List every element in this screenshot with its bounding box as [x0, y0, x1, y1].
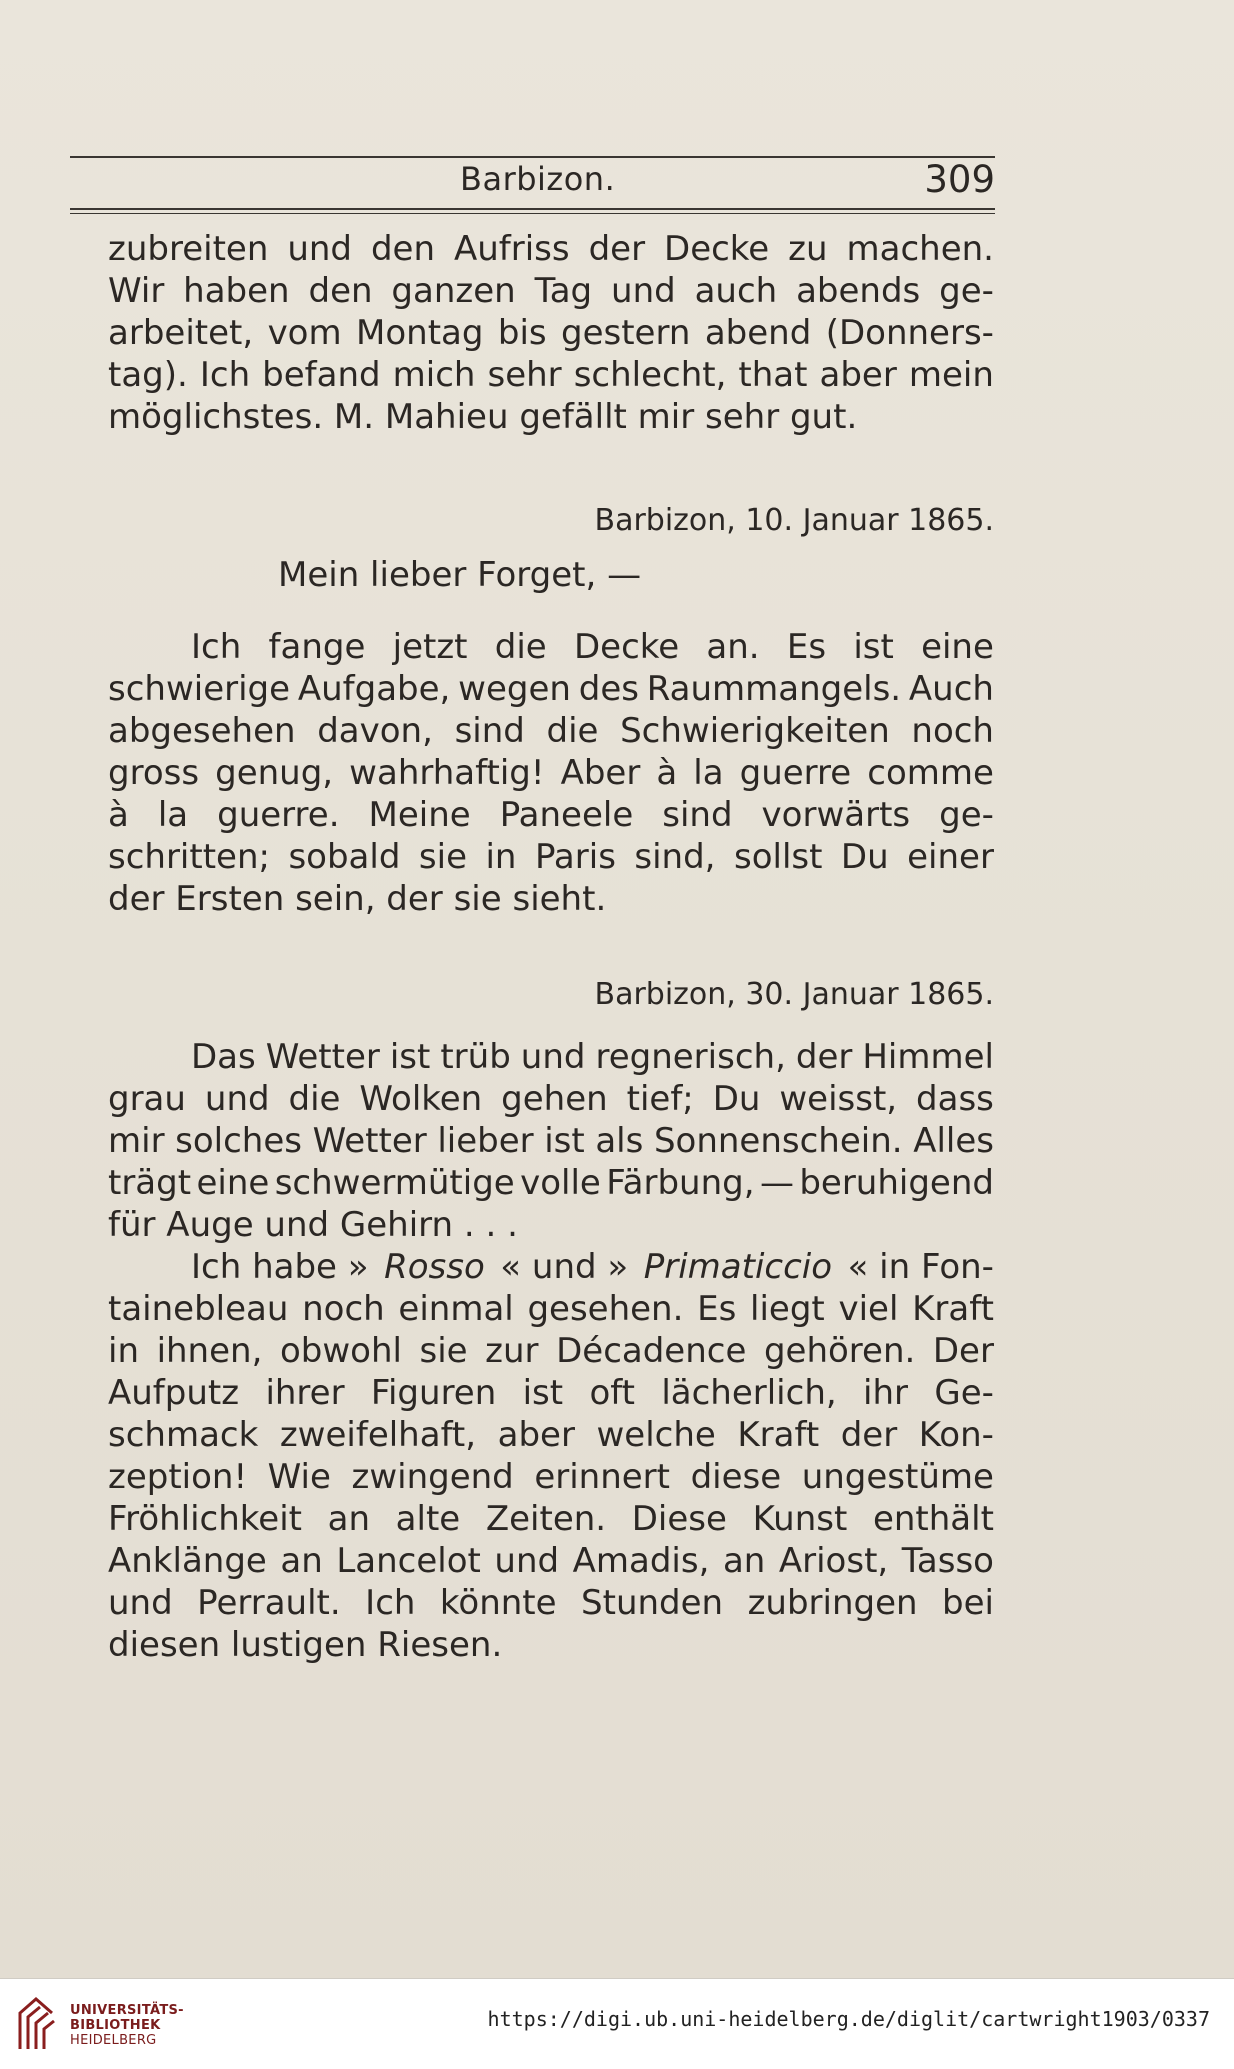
text-line: mir solches Wetter lieber ist als Sonnenschein. Alles — [108, 1121, 994, 1161]
text-line: zeption! Wie zwingend erinnert diese ungestüme — [108, 1457, 994, 1497]
library-name-line-2: BIBLIOTHEK — [70, 2018, 161, 2033]
body-text — [108, 228, 994, 438]
text-line: à la guerre. Meine Paneele sind vorwärts ge- — [108, 795, 994, 835]
text-line: Das Wetter ist trüb und regnerisch, der Himmel — [191, 1037, 994, 1077]
line-segment: « in Fon- — [847, 1247, 994, 1287]
text-line-italic-names — [108, 1246, 994, 1288]
letter-1-text — [108, 626, 994, 920]
permalink-url[interactable]: https://digi.ub.uni-heidelberg.de/diglit/cartwright1903/0337 — [487, 2007, 1210, 2031]
text-line: Aufputz ihrer Figuren ist oft lächerlich, ihr Ge- — [108, 1373, 994, 1413]
text-line: zubreiten und den Aufriss der Decke zu machen. — [108, 229, 994, 269]
text-line: Fröhlichkeit an alte Zeiten. Diese Kunst enthält — [108, 1499, 994, 1539]
text-line: schmack zweifelhaft, aber welche Kraft der Kon- — [108, 1415, 994, 1455]
viewer-footer — [0, 1978, 1234, 2069]
text-line: möglichstes. M. Mahieu gefällt mir sehr gut. — [108, 397, 858, 437]
text-line: tainebleau noch einmal gesehen. Es liegt viel Kraft — [108, 1289, 994, 1329]
library-name — [70, 2003, 184, 2048]
page-number: 309 — [924, 158, 995, 201]
library-name-line-1: UNIVERSITÄTS- — [70, 2003, 184, 2018]
running-title: Barbizon. — [460, 160, 616, 198]
header-rule-bottom — [70, 208, 995, 210]
text-line: und Perrault. Ich könnte Stunden zubringen bei — [108, 1583, 994, 1623]
italic-name-rosso: Rosso — [384, 1247, 485, 1287]
text-line: tag). Ich befand mich sehr schlecht, that aber mein — [108, 355, 994, 395]
text-line: schwierige Aufgabe, wegen des Raummangels. Auch — [108, 669, 994, 709]
text-line: trägt eine schwermütige volle Färbung, — beruhigend — [108, 1163, 994, 1203]
text-line: in ihnen, obwohl sie zur Décadence gehören. Der — [108, 1331, 994, 1371]
university-library-logo-icon — [14, 1991, 60, 2053]
page-header — [70, 156, 995, 216]
dateline-letter-1: Barbizon, 10. Januar 1865. — [594, 503, 994, 538]
text-line: Anklänge an Lancelot und Amadis, an Ariost, Tasso — [108, 1541, 994, 1581]
text-line: schritten; sobald sie in Paris sind, sollst Du einer — [108, 837, 994, 877]
letter-2-text — [108, 1036, 994, 1666]
library-name-line-3: HEIDELBERG — [70, 2033, 157, 2048]
italic-name-primaticcio: Primaticcio — [643, 1247, 833, 1287]
text-line: diesen lustigen Riesen. — [108, 1625, 503, 1665]
text-line: gross genug, wahrhaftig! Aber à la guerre comme — [108, 753, 994, 793]
text-line: Ich fange jetzt die Decke an. Es ist eine — [191, 627, 994, 667]
text-line: Wir haben den ganzen Tag und auch abends ge- — [108, 271, 994, 311]
header-rule-bottom-thin — [70, 213, 995, 214]
salutation: Mein lieber Forget, — — [278, 555, 642, 595]
header-rule-top — [70, 156, 995, 158]
line-segment: Ich habe » — [191, 1247, 369, 1287]
text-line: der Ersten sein, der sie sieht. — [108, 879, 607, 919]
line-segment: « und » — [500, 1247, 629, 1287]
text-line: abgesehen davon, sind die Schwierigkeiten noch — [108, 711, 994, 751]
text-line: für Auge und Gehirn . . . — [108, 1205, 518, 1245]
text-line: grau und die Wolken gehen tief; Du weisst, dass — [108, 1079, 994, 1119]
dateline-letter-2: Barbizon, 30. Januar 1865. — [594, 977, 994, 1012]
text-line: arbeitet, vom Montag bis gestern abend (Donners- — [108, 313, 994, 353]
